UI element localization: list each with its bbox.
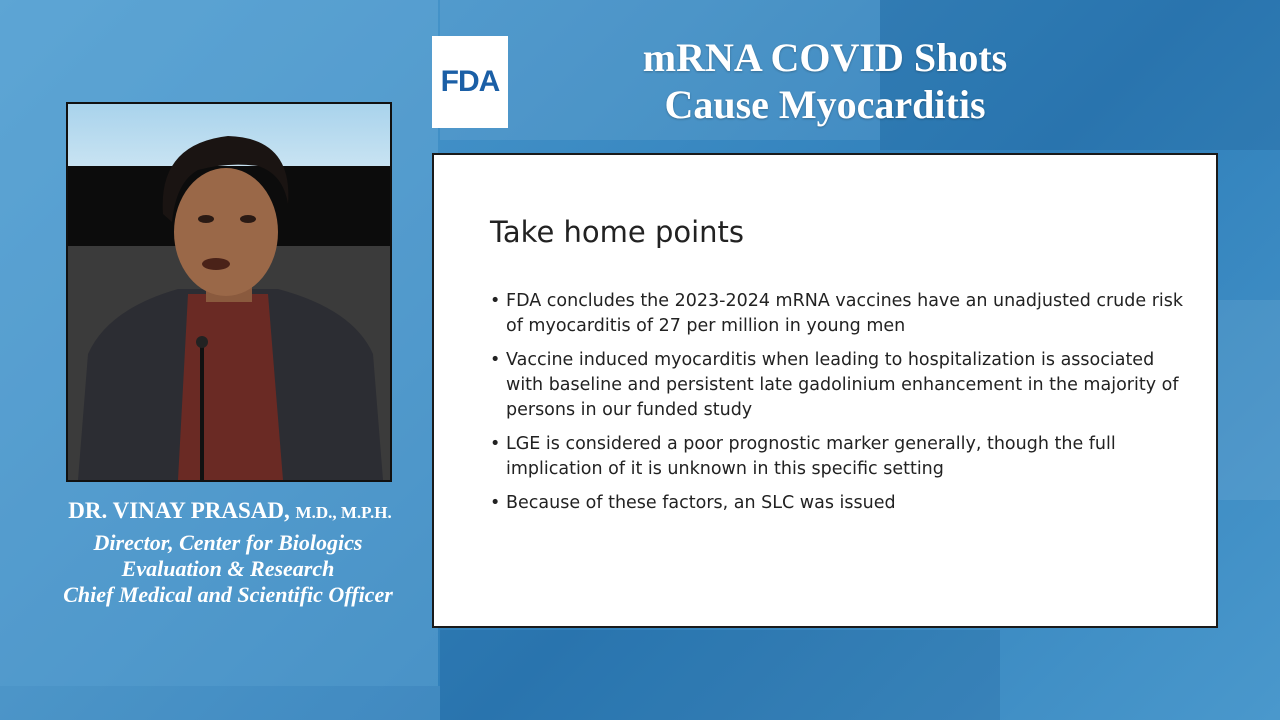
headline-title [560, 34, 1090, 128]
slide-bullet: • LGE is considered a poor prognostic marker generally, though the full implication of it is unknown in this specific setting [490, 432, 1190, 482]
background-tile [440, 630, 1000, 720]
speaker-credentials: M.D., M.P.H. [295, 503, 392, 522]
background-tile [0, 686, 440, 720]
headline-line-2: Cause Myocarditis [664, 82, 986, 127]
slide-heading: Take home points [490, 215, 745, 249]
speaker-name-text: DR. VINAY PRASAD, [68, 498, 290, 523]
fda-logo-text: FDA [440, 65, 500, 98]
speaker-role-line: Evaluation & Research [121, 556, 335, 581]
presentation-slide [432, 153, 1218, 628]
headline-line-1: mRNA COVID Shots [642, 35, 1008, 80]
speaker-image [68, 104, 390, 480]
slide-bullet: • Vaccine induced myocarditis when leading to hospitalization is associated with baseline and persistent late gadolinium enhancement in the majority of persons in our funded study [490, 348, 1190, 423]
speaker-role-line: Chief Medical and Scientific Officer [63, 582, 393, 607]
slide-bullet: • FDA concludes the 2023-2024 mRNA vaccines have an unadjusted crude risk of myocarditis of 27 per million in young men [490, 289, 1190, 339]
speaker-role-line: Director, Center for Biologics [93, 530, 363, 555]
speaker-video [66, 102, 392, 482]
slide-bullet-list [490, 289, 1190, 525]
slide-bullet: • Because of these factors, an SLC was issued [490, 491, 1190, 516]
fda-logo [432, 36, 508, 128]
speaker-name [0, 498, 460, 524]
